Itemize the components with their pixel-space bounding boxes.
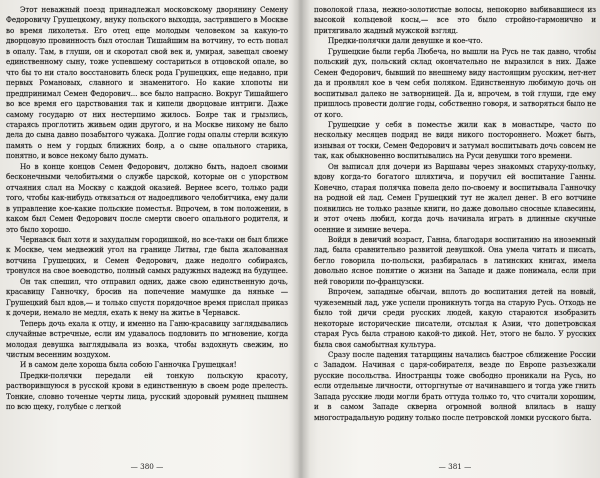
left-page bbox=[6, 5, 288, 475]
paragraph: Но в конце концов Семен Федорович, должно быть, надоел своими бесконечными челобитьями о службе царской, которые он с упорством отчаяния слал на Москву с каждой оказией. Вернее всего, только ради того, чтобы как-нибудь отвязаться от надоедливого челобитчика, ему дали в управление кое-какие польские поместья. Впрочем, в том положении, в каком был Семен Федорович после смерти своего опального родителя, и это было хорошо. bbox=[6, 161, 288, 234]
paragraph: Этот неважный поезд принадлежал московскому дворянину Семену Федоровичу Грушецкому, внуку польского выходца, застрявшего в Москве во время лихолетья. Его отец еще молодым человеком за какую-то дворцовую провинность был отослан Тишайшим на вотчину, то есть попал в опалу. Там, в глуши, он и скоротал свой век и, умирая, завещал своему единственному сыну, тоже успевшему состариться в отцовской опале, во что бы то ни стало восстановить блеск рода Грушецких, еще недавно, при первых Романовых, славного и знаменитого. Но какие хлопоты ни предпринимал Семен Федорович... все было напрасно. Вокруг Тишайшего во все время его царствования так и кипели дворцовые интриги. Даже самому государю от них нестерпимо жилось. Бояре так и грызлись, стараясь проглотить живьем один другого, и на Москве никому не было дела до сына давно позабытого чужака. Долгие годы опалы стерли всякую память о нем у гордых ближних бояр, а о сыне опального старика, понятно, и вовсе некому было думать. bbox=[6, 5, 288, 161]
paragraph: Предки-полячки дали девушке и кое-что. bbox=[328, 36, 483, 46]
paragraph: Грушецкие у себя в поместье жили как в монастыре, часто по нескольку месяцев подряд не видя никого постороннего. Может быть, изнывая от тоски, Семен Федорович и затумал воспитывать дочь совсем не так, как обыкновенно воспитывались на Руси девушки того времени. bbox=[314, 119, 596, 161]
paragraph: Теперь дочь ехала к отцу, и именно на Ганю-красавицу заглядывались случайные встречные, если им удавалось подловить по мгновение, когда молодая девушка выглядывала из возка, чтобы вздохнуть свежим, но чистым весенним воздухом. bbox=[6, 318, 288, 359]
book-gutter bbox=[292, 0, 310, 478]
paragraph: Он так спешил, что отправил одних, даже свою единственную дочь, красавицу Ганночку, бросив на попечение мамушке да няньке — Грушецкий был вдов,— и только спустя порядочное время прислал приказ к дочери, немало не медля, ехать к нему на житье в Чернавск. bbox=[6, 276, 288, 318]
paragraph: Предки-полячки передали ей тонкую польскую красоту, растворившуюся в русской крови в единственную в своем роде прелесть. Тонкие, словно точеные черты лица, русский здоровый румянец пышнем по всю щеку, голубые с легкой bbox=[6, 370, 288, 412]
right-page-text bbox=[314, 5, 596, 453]
paragraph: Впрочем, западные обычаи, вплоть до воспитания детей на новый, чужеземный лад, уже успели проникнуть тогда на старую Русь. Отходь не было той дичи среди русских людей, какую стараются изобразить некоторые исторические писатели, отсылая к Азии, что допетровская старая Русь была страною какой-то дикой. Нет, этого не было. У русских была своя самобытная культура. bbox=[314, 287, 596, 349]
paragraph: И в самом деле хороша была собою Ганночка Грушецкая! bbox=[20, 360, 237, 370]
paragraph: поволокой глаза, нежно-золотистые волосы, непокорно выбивавшиеся из высокой кольцевой косы,— все это было стройно-гармонично и притягивало жадный мужской взгляд. bbox=[314, 5, 596, 35]
paragraph: Войдя в девичий возраст, Ганна, благодаря воспитанию на иноземный лад, была сравнительно развитой девушкой. Она умела читать и писать, бегло говорила по-польски, разбиралась в латинских книгах, имела довольно ясное понятие о жизни на Западе и даже понимала, если при ней говорили по-французски. bbox=[314, 234, 596, 286]
paragraph: Грушецкие были герба Любеча, но вышли на Русь не так давно, чтобы польский дух, польский склад окончательно не выразился в них. Даже Семен Федорович, бывший по внешнему виду настоящим русским, нет-нет да и проявлял кое в чем себя поляком. Единственную любимую дочь он воспитывал далеко не затворницей. Да и, впрочем, в той глуши, где ему пришлось провести долгие годы, собственно говоря, и затворяться было не от кого. bbox=[314, 46, 596, 119]
page-number: — 381 — bbox=[438, 462, 472, 471]
left-page-text bbox=[6, 5, 288, 453]
paragraph: Сразу после падения татарщины начались быстрое сближение России с Западом. Начиная с царя-собирателя, везде по Европе разъезжали русские посольства. Иностранцы тоже свободно проникали на Русь, но если отдельные личности, отторгнутые от начинавшего и тогда уже гнить Запада русские люди могли брать оттуда только то, что считали хорошим, и в самом Западе скверна огромной волной влилась в нашу многострадальную родину только после петровской ломки русского быта. bbox=[314, 349, 596, 422]
page-number: — 380 — bbox=[130, 462, 164, 471]
paragraph: Он выписал для дочери из Варшавы через знакомых старуху-польку, вдову когда-то богатого шляхтича, и поручил ей воспитание Ганны. Конечно, старая полячка повела дело по-своему и воспитывала Ганночку на родной ей лад. Семен Грушецкий тут не жалел денег. В его вотчине появились не только разные книги, но даже довольно сносные клавесины, и этот очень любил, когда дочь начинала играть в длинные скучные осенние и зимние вечера. bbox=[314, 161, 596, 234]
right-page bbox=[314, 5, 596, 475]
paragraph: Чернавск был хотя и захудалым городишкой, но все-таки он был ближе к Москве, чем медвежий угол на границе Литвы, где была жалованная вотчина Грушецких, и Семен Федорович, даже недолго собираясь, тронулся на свое воеводство, полный самых радужных надежд на будущее. bbox=[6, 234, 288, 276]
